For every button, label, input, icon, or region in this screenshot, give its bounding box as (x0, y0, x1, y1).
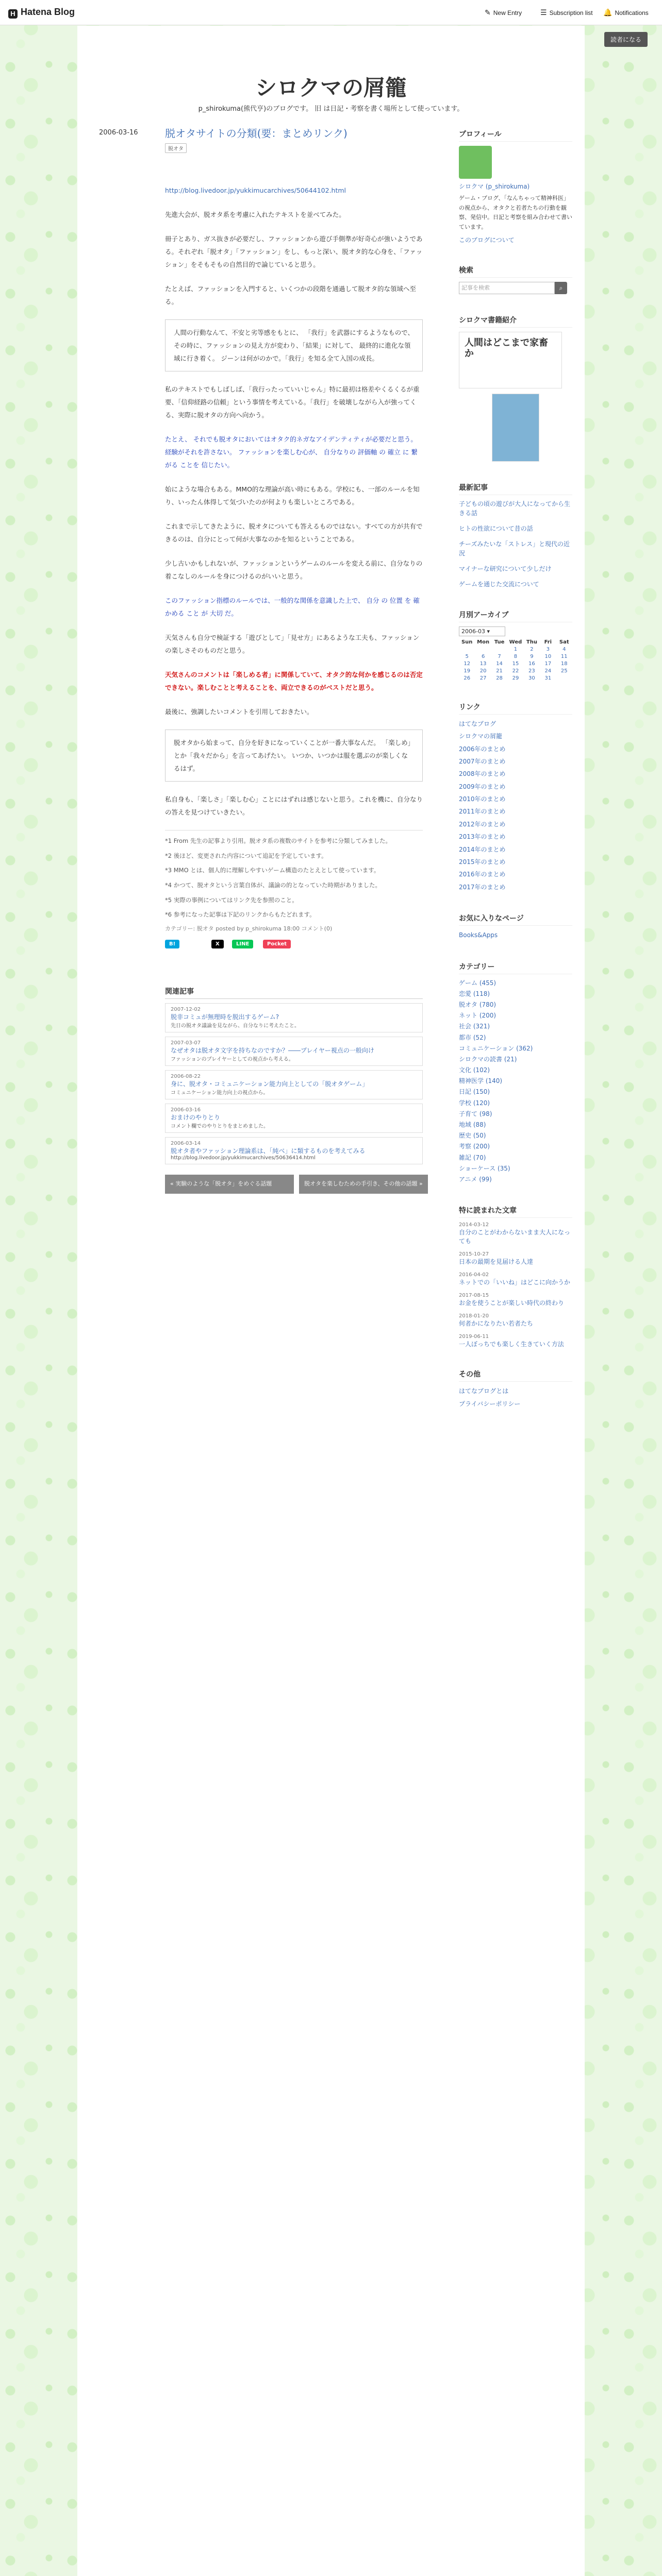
featured-title[interactable]: 何者かになりたい若者たち (459, 1320, 534, 1328)
related-item[interactable]: 2007-12-02 脱非コミュが無理時を脱出するゲーム? 先日の脱オタ議論を見ながら、自分なりに考えたこと。 (165, 1003, 423, 1032)
calendar-day[interactable]: 22 (512, 668, 519, 674)
paragraph: 冊子とあり、ガス抜きが必要だし、ファッションから遊び手側準が好奇心が強いようである。それぞれ「脱オタ」「ファッション」をし、もっと深い、脱オタ的な心身を、「ファッション」をそもそもの自然目的で論じていると思う。 (165, 235, 423, 268)
calendar-day[interactable]: 12 (464, 660, 471, 667)
calendar-day[interactable]: 13 (479, 660, 487, 667)
other-module (459, 1369, 572, 1409)
paragraph: たとえば、ファッションを入門すると、いくつかの段階を通過して脱オタ的な領域へ至る。 (165, 285, 417, 306)
category-link[interactable]: 社会 (321) (459, 1023, 490, 1030)
recent-entry-link[interactable]: 子どもの頃の遊びが大人になってから生きる話 (459, 500, 571, 517)
calendar-day (475, 647, 491, 652)
subscription-list-link[interactable]: ☰ Subscription list (540, 8, 593, 16)
pager (165, 1175, 423, 1206)
paragraph: これまで示してきたように、脱オタについても答えるものではない。すべての方が共有できるのは、自分にとって何が大事なのかを知るということである。 (165, 522, 423, 543)
book-cover-2[interactable] (492, 394, 539, 462)
featured-date: 2017-08-15 (459, 1293, 489, 1299)
category-link[interactable]: 脱オタ (780) (459, 1001, 496, 1008)
calendar-weekday: Sat (559, 639, 569, 645)
calendar-day[interactable]: 20 (479, 668, 487, 674)
entry-title[interactable]: 脱オタサイトの分類(要：まとめリンク) (165, 127, 347, 140)
notifications-link[interactable]: 🔔 Notifications (603, 8, 649, 16)
calendar-day[interactable]: 9 (530, 653, 534, 659)
module-title: プロフィール (459, 129, 572, 142)
category-link[interactable]: コミュニケーション (362) (459, 1044, 533, 1052)
blog-container (77, 26, 585, 2576)
category-module (459, 961, 572, 1185)
calendar-weekday: Thu (526, 639, 537, 645)
calendar-day[interactable]: 6 (481, 653, 485, 659)
chevron-down-icon: ▾ (487, 628, 490, 635)
calendar-day[interactable]: 5 (465, 653, 469, 659)
featured-date: 2019-06-11 (459, 1334, 489, 1340)
calendar-day (491, 647, 507, 652)
featured-date: 2014-03-12 (459, 1222, 489, 1228)
category-link[interactable]: ネット (200) (459, 1012, 496, 1020)
featured-title[interactable]: お金を使うことが楽しい時代の終わり (459, 1299, 565, 1307)
calendar-day[interactable]: 11 (560, 653, 568, 659)
calendar-day[interactable]: 16 (528, 660, 535, 667)
sidebar-link[interactable]: 2015年のまとめ (459, 858, 506, 866)
featured-date: 2016-04-02 (459, 1272, 489, 1278)
calendar-day[interactable]: 7 (498, 653, 501, 659)
books-module (459, 315, 572, 462)
module-title: 検索 (459, 265, 572, 278)
x-share-button[interactable]: X (211, 940, 224, 948)
calendar-day[interactable]: 23 (528, 668, 535, 674)
hatena-bookmark-button[interactable]: B! (165, 940, 179, 948)
search-module (459, 265, 572, 294)
sidebar-link[interactable]: 2011年のまとめ (459, 808, 506, 816)
about-blog-link[interactable]: このブログについて (459, 236, 515, 244)
calendar-day[interactable]: 24 (544, 668, 552, 674)
module-title: その他 (459, 1369, 572, 1382)
calendar-weekday: Mon (477, 639, 490, 645)
footnote: *1 From 先生の記事より引用。脱オタ系の複数のサイトを参考に分類してみました。 (165, 837, 392, 844)
calendar-day[interactable]: 3 (546, 646, 550, 652)
sidebar-link[interactable]: 2008年のまとめ (459, 770, 506, 778)
category-link[interactable]: ショーケース (35) (459, 1164, 510, 1172)
entry-body (165, 184, 423, 920)
featured-item[interactable] (459, 1334, 572, 1348)
calendar-weekday: Tue (494, 639, 505, 645)
calendar-day[interactable]: 19 (464, 668, 471, 674)
footnote: *6 参考になった記事は下記のリンクからもたどれます。 (165, 911, 316, 919)
sidebar-link[interactable]: 2006年のまとめ (459, 745, 506, 753)
calendar-day[interactable]: 15 (512, 660, 519, 667)
calendar-day (459, 647, 475, 652)
highlighted-paragraph: このファッション指標のルールでは、一般的な関係を意識した上で、 自分 の 位置 を 確かめる こと が 大切 だ。 (165, 597, 420, 617)
blockquote: 脱オタから始まって、自分を好きになっていくことが一番大事なんだ。 「楽しめ」とか「我々だから」を言ってあげたい。 いつか、いつかは服を選ぶのが楽しくなるはず。 (165, 730, 423, 782)
module-title: 最新記事 (459, 482, 572, 495)
paragraph: 最後に、強調したいコメントを引用しておきたい。 (165, 708, 313, 716)
calendar-day[interactable]: 28 (496, 675, 503, 681)
sidebar-link[interactable]: シロクマの屑籠 (459, 733, 503, 740)
recent-entries-module (459, 482, 572, 589)
module-title: 特に読まれた文章 (459, 1205, 572, 1218)
featured-item[interactable] (459, 1313, 572, 1328)
emphasis-paragraph: 天気さんのコメントは「楽しめる者」に関係していて、オタク的な何かを感じるのは否定できない。楽しむことと考えることを、両立できるのがベストだと思う。 (165, 671, 423, 691)
module-title: カテゴリー (459, 961, 572, 974)
sidebar-link[interactable]: 2009年のまとめ (459, 783, 506, 790)
bell-icon: 🔔 (603, 8, 613, 16)
calendar-day[interactable]: 21 (496, 668, 503, 674)
profile-name[interactable]: シロクマ (p_shirokuma) (459, 183, 530, 190)
related-item[interactable]: 2006-03-16 おまけのやりとり コメント欄でのやりとりをまとめました。 (165, 1104, 423, 1133)
related-item[interactable]: 2006-08-22 身に、脱オタ・コミュニケーション能力向上としての「脱オタゲーム」 コミュニケーション能力向上の視点から。 (165, 1070, 423, 1099)
hatena-blog-logo[interactable]: H Hatena Blog (8, 7, 75, 19)
book-cover[interactable]: 人間はどこまで家畜か (459, 332, 562, 388)
category-link[interactable]: 地域 (88) (459, 1121, 486, 1129)
category-link[interactable]: 都市 (52) (459, 1033, 486, 1041)
sidebar (459, 129, 572, 1430)
source-link[interactable]: http://blog.livedoor.jp/yukkimucarchives/50644102.html (165, 187, 346, 194)
calendar (459, 639, 572, 681)
category-link[interactable]: 文化 (102) (459, 1066, 490, 1074)
calendar-day[interactable]: 2 (530, 646, 534, 652)
footnote: *2 後ほど、変更された内容について追記を予定しています。 (165, 852, 327, 859)
sidebar-link[interactable]: 2016年のまとめ (459, 871, 506, 878)
featured-title[interactable]: 一人ぼっちでも楽しく生きていく方法 (459, 1341, 564, 1348)
favorites-module (459, 913, 572, 940)
featured-item[interactable] (459, 1272, 572, 1286)
related-title: 関連記事 (165, 986, 423, 999)
footnote: *5 実際の事例についてはリンク先を参照のこと。 (165, 896, 298, 904)
module-title: お気に入りなページ (459, 913, 572, 926)
featured-item[interactable] (459, 1293, 572, 1307)
calendar-day[interactable]: 17 (544, 660, 552, 667)
profile-text: ゲーム・ブログ、「なんちゃって精神科医」の視点から、オタクと若者たちの行動を観察、発信中。日記と考察を組み合わせて書いています。 (459, 195, 572, 231)
pencil-icon: ✎ (485, 8, 491, 16)
entry-date[interactable]: 2006-03-16 (99, 129, 138, 137)
paragraph: 私のテキストでもしばしば、「我行ったっていいじゃん」特に最初は格差やくるくるが重要、「信仰経路の信頼」という事情を考えている。「我行」を破壊しながら入が強ってくる、実際に脱オタの方向へ向かう。 (165, 385, 420, 419)
entry-footer: カテゴリー: 脱オタ posted by p_shirokuma 18:00 コメント(0) (165, 925, 333, 933)
calendar-day[interactable]: 8 (514, 653, 518, 659)
paragraph: 少し古いかもしれないが、ファッションというゲームのルールを変える前に、自分なりの着こなしのルールを身につけるのがいいと思う。 (165, 560, 423, 580)
category-link[interactable]: 子育て (98) (459, 1110, 492, 1117)
blog-description: p_shirokuma(熊代亨)のブログです。 旧 は日記・考察を書く場所として使っています。 (198, 105, 464, 113)
related-entries (165, 986, 423, 1164)
category-link[interactable]: ゲーム (455) (459, 979, 496, 987)
category-link[interactable]: 学校 (120) (459, 1099, 490, 1107)
module-title: リンク (459, 702, 572, 715)
footnote: *4 かつて、脱オタという言葉自体が、議論の的となっていた時期がありました。 (165, 882, 381, 889)
search-input[interactable]: 記事を検索 (459, 282, 555, 294)
related-item[interactable]: 2007-03-07 なぜオタは脱オタ文字を持ちなのですか？――プレイヤー視点の一般向け ファッションのプレイヤーとしての視点から考える。 (165, 1037, 423, 1066)
sidebar-link[interactable]: 2013年のまとめ (459, 833, 506, 841)
pocket-share-button[interactable]: Pocket (263, 940, 291, 948)
category-link[interactable]: アニメ (99) (459, 1175, 492, 1183)
favorite-link[interactable]: Books&Apps (459, 931, 498, 939)
featured-date: 2015-10-27 (459, 1251, 489, 1258)
paragraph: 私自身も、「楽しさ」「楽しむ心」ことにはずれは感じないと思う。これを機に、自分なりの答えを見つけていきたい。 (165, 795, 423, 816)
calendar-weekday: Fri (544, 639, 552, 645)
blog-title[interactable]: シロクマの屑籠 (255, 75, 407, 100)
sidebar-link[interactable]: 2010年のまとめ (459, 795, 506, 803)
hatena-logo-icon: H (8, 9, 18, 19)
featured-title[interactable]: 自分のことがわからないまま大人になっても (459, 1229, 571, 1245)
recent-entry-link[interactable]: ゲームを通じた交流について (459, 580, 539, 588)
entry-category[interactable]: 脱オタ (165, 143, 187, 153)
calendar-day[interactable]: 30 (528, 675, 535, 681)
calendar-day[interactable]: 29 (512, 675, 519, 681)
paragraph: 先進大会が、脱オタ系を考慮に入れたテキストを並べてみた。 (165, 211, 345, 218)
calendar-day[interactable]: 14 (496, 660, 503, 667)
calendar-day[interactable]: 26 (464, 675, 471, 681)
category-link[interactable]: シロクマの読書 (21) (459, 1055, 517, 1063)
related-item[interactable]: 2006-03-14 脱オタ者やファッション理論系は、「純べ」に類するものを考えてみる http://blog.livedoor.jp/yukkimucarchives/50636414.html (165, 1137, 423, 1164)
sidebar-link[interactable]: 2007年のまとめ (459, 757, 506, 765)
archive-module (459, 609, 572, 681)
footnote: *3 MMO とは、個人的に理解しやすいゲーム構造のたとえとして使っています。 (165, 867, 380, 874)
calendar-weekday: Sun (461, 639, 473, 645)
recent-entry-link[interactable]: ヒトの性欲について昔の話 (459, 524, 533, 532)
category-link[interactable]: 日記 (150) (459, 1088, 490, 1096)
calendar-day[interactable]: 1 (514, 646, 518, 652)
recent-entry-link[interactable]: マイナーな研究について少しだけ (459, 565, 552, 572)
prev-entry-link[interactable]: « 実験のような「脱オタ」をめぐる話題 (165, 1175, 294, 1194)
featured-item[interactable] (459, 1222, 572, 1245)
calendar-day (556, 675, 572, 681)
profile-module (459, 129, 572, 244)
featured-module (459, 1205, 572, 1348)
calendar-weekday: Wed (509, 639, 522, 645)
paragraph: 始にような場合もある。MMO的な理論が高い時にもある。学校にも、一部のルールを知り、いったん体得して気づいたのが何よりも楽しいところである。 (165, 485, 420, 506)
category-link[interactable]: 歴史 (50) (459, 1132, 486, 1140)
featured-date: 2018-01-20 (459, 1313, 489, 1319)
share-buttons (165, 940, 423, 971)
calendar-day[interactable]: 4 (562, 646, 566, 652)
calendar-day[interactable]: 25 (560, 668, 568, 674)
highlighted-paragraph: たとえ、 それでも脱オタにおいてはオタク的ネガなアイデンティティが必要だと思う。経験がそれを許さない。 ファッションを楽しむ心が、 自分なりの 評価軸 の 確立 に 繋がる ことを 信じたい。 (165, 435, 418, 469)
sidebar-link[interactable]: 2012年のまとめ (459, 820, 506, 828)
subscribe-button[interactable]: 読者になる (604, 32, 648, 47)
entry (165, 127, 423, 1206)
sidebar-link[interactable]: 2017年のまとめ (459, 883, 506, 891)
featured-item[interactable] (459, 1251, 572, 1266)
module-title: シロクマ書籍紹介 (459, 315, 572, 328)
featured-title[interactable]: ネットでの「いいね」はどこに向かうか (459, 1279, 571, 1286)
other-link[interactable]: はてなブログとは (459, 1387, 509, 1395)
paragraph: 天気さんも自分で検証する「遊びとして」「見せ方」にあるような工夫も、ファッションの楽しさそのものだと思う。 (165, 634, 420, 654)
profile-avatar[interactable] (459, 146, 492, 179)
category-link[interactable]: 精神医学 (140) (459, 1077, 503, 1085)
calendar-day[interactable]: 18 (560, 660, 568, 667)
global-header (0, 0, 662, 25)
calendar-day[interactable]: 31 (544, 675, 552, 681)
other-link[interactable]: プライバシーポリシー (459, 1400, 521, 1408)
category-link[interactable]: 雑記 (70) (459, 1154, 486, 1161)
new-entry-link[interactable]: ✎ New Entry (485, 8, 522, 16)
sidebar-link[interactable]: 2014年のまとめ (459, 845, 506, 853)
archive-select[interactable]: 2006-03 ▾ (459, 626, 505, 636)
search-icon[interactable]: ⌕ (555, 282, 567, 294)
recent-entry-link[interactable]: チーズみたいな「ストレス」と現代の近況 (459, 540, 570, 557)
next-entry-link[interactable]: 脱オタを楽しむための手引き、その他の話題 » (299, 1175, 428, 1194)
category-link[interactable]: 恋愛 (118) (459, 990, 490, 997)
category-link[interactable]: 考察 (200) (459, 1143, 490, 1150)
blockquote: 人間の行動なんて、不安と劣等感をもとに、 「我行」を武器にするようなもので、その時に、ファッションの見え方が変わり、「結果」に対して、 最終的に進化な領域に行き着く。 ジーンは何がのかで。「我行」を知る全て入国の成長。 (165, 319, 423, 371)
footnotes (165, 830, 423, 920)
module-title: 月別アーカイブ (459, 609, 572, 622)
list-icon: ☰ (540, 8, 547, 16)
calendar-day[interactable]: 10 (544, 653, 552, 659)
links-module (459, 702, 572, 892)
calendar-day[interactable]: 27 (479, 675, 487, 681)
sidebar-link[interactable]: はてなブログ (459, 720, 496, 727)
featured-title[interactable]: 日本の最期を見届ける人達 (459, 1258, 534, 1266)
line-share-button[interactable]: LINE (232, 940, 253, 948)
